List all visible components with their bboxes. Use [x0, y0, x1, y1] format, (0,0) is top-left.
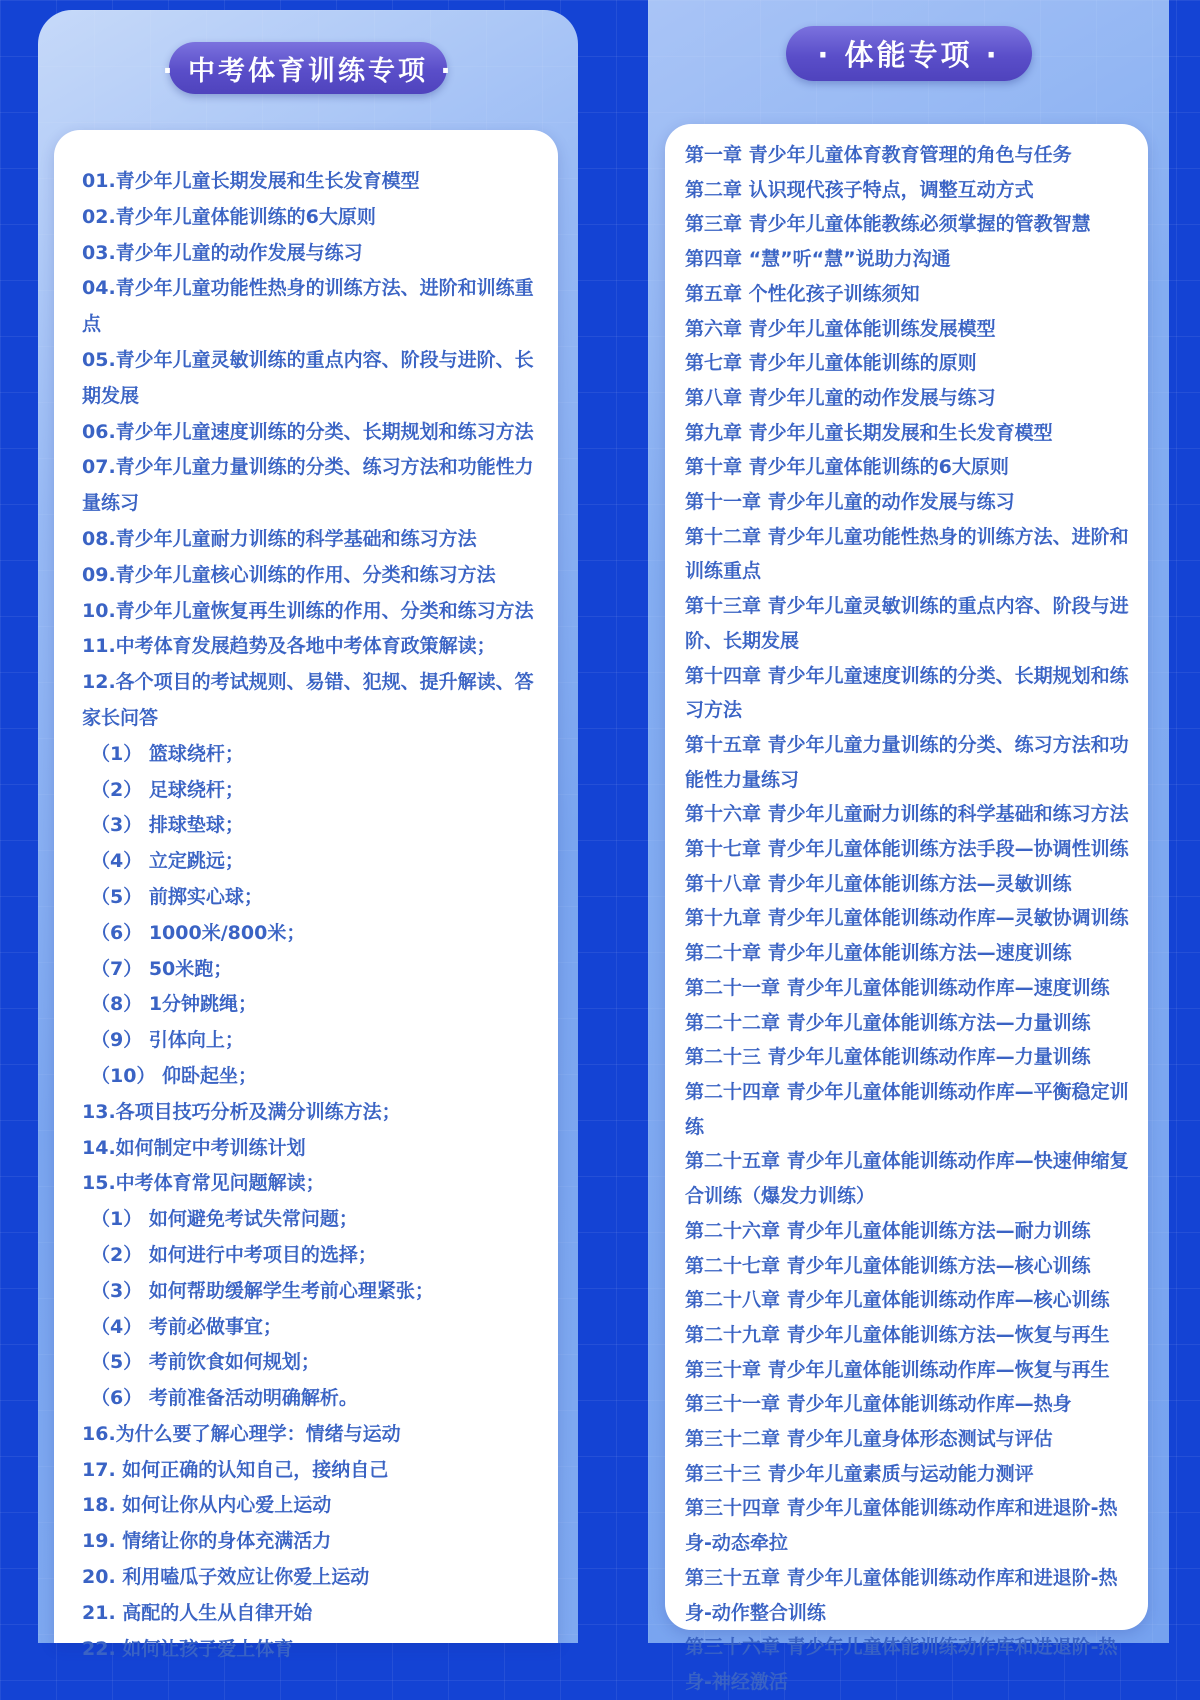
left-section-header-pill	[162, 42, 454, 94]
list-item: 20. 利用嗑瓜子效应让你爱上运动	[82, 1566, 370, 1589]
list-item: （3） 排球垫球；	[91, 814, 244, 837]
list-item: 16.为什么要了解心理学：情绪与运动	[82, 1422, 401, 1445]
list-item: 第十六章 青少年儿童耐力训练的科学基础和练习方法	[685, 803, 1129, 826]
list-item: 08.青少年儿童耐力训练的科学基础和练习方法	[82, 527, 477, 550]
list-item: 09.青少年儿童核心训练的作用、分类和练习方法	[82, 563, 496, 586]
list-item: 第十五章 青少年儿童力量训练的分类、练习方法和功能性力量练习	[685, 733, 1129, 791]
list-item: （2） 如何进行中考项目的选择；	[91, 1243, 377, 1266]
list-item: 02.青少年儿童体能训练的6大原则	[82, 205, 376, 228]
list-item: 第二十九章 青少年儿童体能训练方法—恢复与再生	[685, 1323, 1110, 1346]
list-item: 18. 如何让你从内心爱上运动	[82, 1494, 332, 1517]
list-item: 21. 高配的人生从自律开始	[82, 1601, 313, 1624]
list-item: （5） 前掷实心球；	[91, 885, 263, 908]
list-item: （1） 篮球绕杆；	[91, 742, 244, 765]
list-item: （4） 立定跳远；	[91, 850, 244, 873]
list-item: 05.青少年儿童灵敏训练的重点内容、阶段与进阶、长期发展	[82, 348, 534, 407]
right-card	[665, 124, 1148, 1693]
list-item: （2） 足球绕杆；	[91, 778, 244, 801]
list-item: 19. 情绪让你的身体充满活力	[82, 1530, 332, 1553]
list-item: 第三十五章 青少年儿童体能训练动作库和进退阶-热身-动作整合训练	[685, 1566, 1118, 1624]
list-item: 第二十八章 青少年儿童体能训练动作库—核心训练	[685, 1289, 1110, 1312]
list-item: 第二十七章 青少年儿童体能训练方法—核心训练	[685, 1254, 1091, 1277]
list-item: 第二十二章 青少年儿童体能训练方法—力量训练	[685, 1011, 1091, 1034]
list-item: 第三十一章 青少年儿童体能训练动作库—热身	[685, 1393, 1072, 1416]
list-item: 11.中考体育发展趋势及各地中考体育政策解读；	[82, 635, 496, 658]
list-item: 12.各个项目的考试规则、易错、犯规、提升解读、答家长问答	[82, 671, 534, 729]
list-item: 06.青少年儿童速度训练的分类、长期规划和练习方法	[82, 420, 534, 443]
right-chapter-list	[685, 138, 1132, 1700]
list-item: 第三十六章 青少年儿童体能训练动作库和进退阶-热身-神经激活	[685, 1636, 1118, 1693]
list-item: 第三章 青少年儿童体能教练必须掌握的管教智慧	[685, 213, 1091, 236]
list-item: （5） 考前饮食如何规划；	[91, 1351, 320, 1374]
list-item: （7） 50米跑；	[91, 957, 233, 980]
list-item: 第三十四章 青少年儿童体能训练动作库和进退阶-热身-动态牵拉	[685, 1497, 1118, 1555]
list-item: 第十九章 青少年儿童体能训练动作库—灵敏协调训练	[685, 907, 1129, 930]
list-item: 第二十章 青少年儿童体能训练方法—速度训练	[685, 942, 1072, 965]
list-item: （8） 1分钟跳绳；	[91, 993, 258, 1016]
list-item: 03.青少年儿童的动作发展与练习	[82, 241, 363, 264]
list-item: 第三十三 青少年儿童素质与运动能力测评	[685, 1462, 1034, 1485]
list-item: 17. 如何正确的认知自己，接纳自己	[82, 1458, 389, 1481]
list-item: 第五章 个性化孩子训练须知	[685, 282, 920, 305]
list-item: 第十七章 青少年儿童体能训练方法手段—协调性训练	[685, 838, 1129, 861]
list-item: 第十章 青少年儿童体能训练的6大原则	[685, 456, 1009, 479]
right-section-header-pill	[786, 26, 1032, 81]
list-item: 第二章 认识现代孩子特点，调整互动方式	[685, 178, 1034, 201]
list-item: 第二十五章 青少年儿童体能训练动作库—快速伸缩复合训练（爆发力训练）	[685, 1150, 1129, 1208]
list-item: 第二十四章 青少年儿童体能训练动作库—平衡稳定训练	[685, 1080, 1129, 1138]
list-item: （1） 如何避免考试失常问题；	[91, 1208, 358, 1231]
right-section-title: · 体能专项 ·	[817, 38, 1000, 72]
list-item: 第一章 青少年儿童体育教育管理的角色与任务	[685, 144, 1072, 166]
list-item: （10） 仰卧起坐；	[91, 1064, 258, 1087]
list-item: （3） 如何帮助缓解学生考前心理紧张；	[91, 1279, 434, 1302]
list-item: 第十三章 青少年儿童灵敏训练的重点内容、阶段与进阶、长期发展	[685, 595, 1129, 652]
list-item: 第十一章 青少年儿童的动作发展与练习	[685, 491, 1015, 514]
list-item: 04.青少年儿童功能性热身的训练方法、进阶和训练重点	[82, 277, 534, 336]
list-item: 第六章 青少年儿童体能训练发展模型	[685, 317, 996, 340]
list-item: （6） 1000米/800米；	[91, 921, 306, 944]
list-item: 第三十二章 青少年儿童身体形态测试与评估	[685, 1428, 1053, 1451]
list-item: 10.青少年儿童恢复再生训练的作用、分类和练习方法	[82, 599, 534, 622]
list-item: 第八章 青少年儿童的动作发展与练习	[685, 386, 996, 409]
left-card	[54, 130, 558, 1660]
list-item: 01.青少年儿童长期发展和生长发育模型	[82, 170, 420, 192]
list-item: 15.中考体育常见问题解读；	[82, 1172, 325, 1195]
list-item: 第二十三 青少年儿童体能训练动作库—力量训练	[685, 1046, 1091, 1069]
list-item: （6） 考前准备活动明确解析。	[91, 1387, 358, 1410]
left-course-list	[82, 164, 540, 1667]
list-item: 07.青少年儿童力量训练的分类、练习方法和功能性力量练习	[82, 456, 534, 515]
list-item: 22. 如何让孩子爱上体育	[82, 1637, 294, 1660]
left-panel	[38, 10, 578, 1660]
list-item: 第二十六章 青少年儿童体能训练方法—耐力训练	[685, 1219, 1091, 1242]
list-item: 第四章 “慧”听“慧”说助力沟通	[685, 248, 951, 271]
list-item: 第十四章 青少年儿童速度训练的分类、长期规划和练习方法	[685, 664, 1129, 722]
right-panel	[648, 0, 1169, 1693]
list-item: （4） 考前必做事宜；	[91, 1315, 282, 1338]
list-item: （9） 引体向上；	[91, 1029, 244, 1052]
list-item: 第七章 青少年儿童体能训练的原则	[685, 352, 977, 375]
list-item: 第九章 青少年儿童长期发展和生长发育模型	[685, 421, 1053, 444]
list-item: 第二十一章 青少年儿童体能训练动作库—速度训练	[685, 976, 1110, 999]
list-item: 13.各项目技巧分析及满分训练方法；	[82, 1100, 401, 1123]
list-item: 第十二章 青少年儿童功能性热身的训练方法、进阶和训练重点	[685, 525, 1129, 583]
list-item: 14.如何制定中考训练计划	[82, 1136, 306, 1159]
left-section-title: · 中考体育训练专项 ·	[162, 55, 454, 87]
list-item: 第三十章 青少年儿童体能训练动作库—恢复与再生	[685, 1358, 1110, 1381]
list-item: 第十八章 青少年儿童体能训练方法—灵敏训练	[685, 872, 1072, 895]
